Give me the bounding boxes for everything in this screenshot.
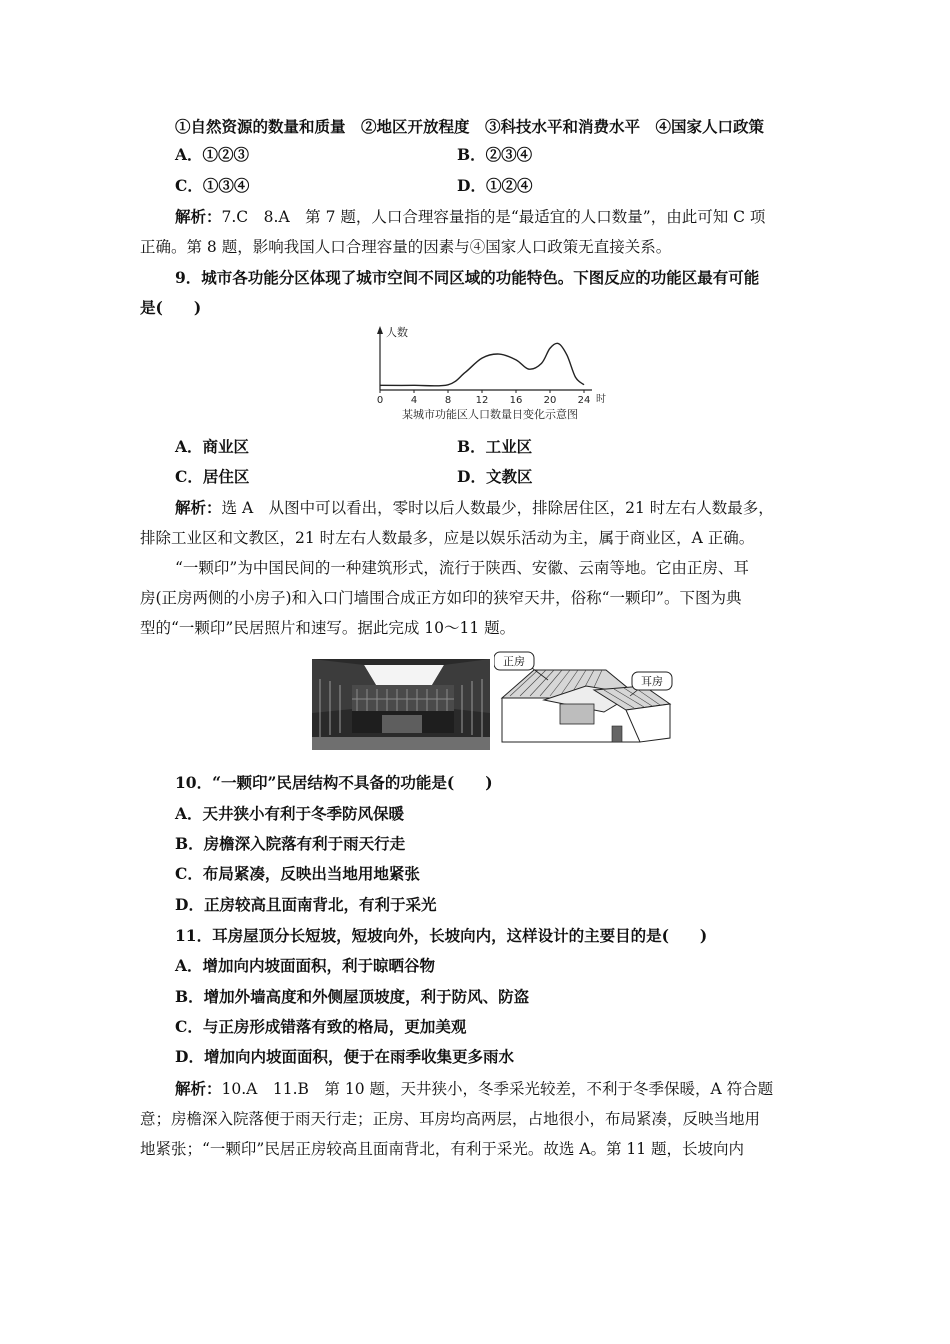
analysis-10-11-line2: 意；房檐深入院落便于雨天行走；正房、耳房均高两层，占地很小，布局紧凑，反映当地用 <box>140 1110 761 1128</box>
courtyard-photo <box>312 659 490 750</box>
q11-option-b: B．增加外墙高度和外侧屋顶坡度，利于防风、防盗 <box>175 987 530 1006</box>
chart-title: 某城市功能区人口数量日变化示意图 <box>402 408 578 421</box>
population-chart <box>360 322 620 432</box>
label-main-house: 正房 <box>503 655 525 668</box>
q8-option-c: C．①③④ <box>175 176 250 195</box>
analysis-7-8-line1 <box>175 207 765 227</box>
analysis-10-11-line1 <box>175 1079 773 1099</box>
passage-line3: 型的“一颗印”民居照片和速写。据此完成 10～11 题。 <box>140 619 516 637</box>
q10-stem: 10．“一颗印”民居结构不具备的功能是( ) <box>175 773 493 792</box>
q9-stem-line1: 9．城市各功能分区体现了城市空间不同区域的功能特色。下图反应的功能区最有可能 <box>175 268 760 287</box>
q8-option-d: D．①②④ <box>457 176 533 195</box>
y-axis-arrow <box>377 326 383 334</box>
x-tick-label: 16 <box>509 395 523 406</box>
q10-option-c: C．布局紧凑，反映出当地用地紧张 <box>175 864 420 883</box>
x-tick-label: 0 <box>376 395 384 406</box>
q8-options-list: ①自然资源的数量和质量 ②地区开放程度 ③科技水平和消费水平 ④国家人口政策 <box>175 117 765 136</box>
q9-option-c: C．居住区 <box>175 467 250 486</box>
q8-option-a: A．①②③ <box>175 145 250 164</box>
analysis-label: 解析： <box>175 1079 222 1098</box>
q10-option-d: D．正房较高且面南背北，有利于采光 <box>175 895 437 914</box>
x-tick-label: 12 <box>475 395 489 406</box>
q9-option-d: D．文教区 <box>457 467 533 486</box>
q9-stem-line2: 是( ) <box>140 298 202 317</box>
x-tick-label: 8 <box>444 395 452 406</box>
analysis-10-11-line3: 地紧张；“一颗印”民居正房较高且面南背北，有利于采光。故选 A。第 11 题，长坡向内 <box>140 1140 745 1158</box>
q11-stem: 11．耳房屋顶分长短坡，短坡向外，长坡向内，这样设计的主要目的是( ) <box>175 926 708 945</box>
q8-option-b: B．②③④ <box>457 145 533 164</box>
q9-option-b: B．工业区 <box>457 437 533 456</box>
q11-option-c: C．与正房形成错落有致的格局，更加美观 <box>175 1017 467 1036</box>
q11-option-d: D．增加向内坡面面积，便于在雨季收集更多雨水 <box>175 1047 514 1066</box>
x-tick-label: 20 <box>543 395 557 406</box>
series-line-people <box>380 343 584 386</box>
analysis-label: 解析： <box>175 207 222 226</box>
analysis-text: 10.A 11.B 第 10 题，天井狭小，冬季采光较差，不利于冬季保暖，A 符合题 <box>221 1080 774 1098</box>
x-axis-label: 时 <box>596 394 606 405</box>
passage-line2: 房(正房两侧的小房子)和入口门墙围合成正方如印的狭窄天井，俗称“一颗印”。下图为典 <box>140 589 742 607</box>
q9-option-a: A．商业区 <box>175 437 250 456</box>
analysis-label: 解析： <box>175 498 222 517</box>
analysis-7-8-line2: 正确。第 8 题，影响我国人口合理容量的因素与④国家人口政策无直接关系。 <box>140 238 672 256</box>
analysis-text: 7.C 8.A 第 7 题，人口合理容量指的是“最适宜的人口数量”，由此可知 C 项 <box>221 208 766 226</box>
label-side-house: 耳房 <box>641 675 663 688</box>
q11-option-a: A．增加向内坡面面积，利于晾晒谷物 <box>175 956 436 975</box>
q10-option-b: B．房檐深入院落有利于雨天行走 <box>175 834 406 853</box>
analysis-9-line2: 排除工业区和文教区，21 时左右人数最多，应是以娱乐活动为主，属于商业区，A 正确。 <box>140 529 755 547</box>
passage-line1: “一颗印”为中国民间的一种建筑形式，流行于陕西、安徽、云南等地。它由正房、耳 <box>175 559 749 577</box>
y-axis-label: 人数 <box>386 326 408 339</box>
x-tick-label: 24 <box>577 395 591 406</box>
yikeyin-sketch <box>494 650 684 750</box>
x-tick-label: 4 <box>410 395 418 406</box>
q10-option-a: A．天井狭小有利于冬季防风保暖 <box>175 804 405 823</box>
analysis-text: 选 A 从图中可以看出，零时以后人数最少，排除居住区，21 时左右人数最多， <box>221 499 774 517</box>
analysis-9-line1 <box>175 498 774 518</box>
